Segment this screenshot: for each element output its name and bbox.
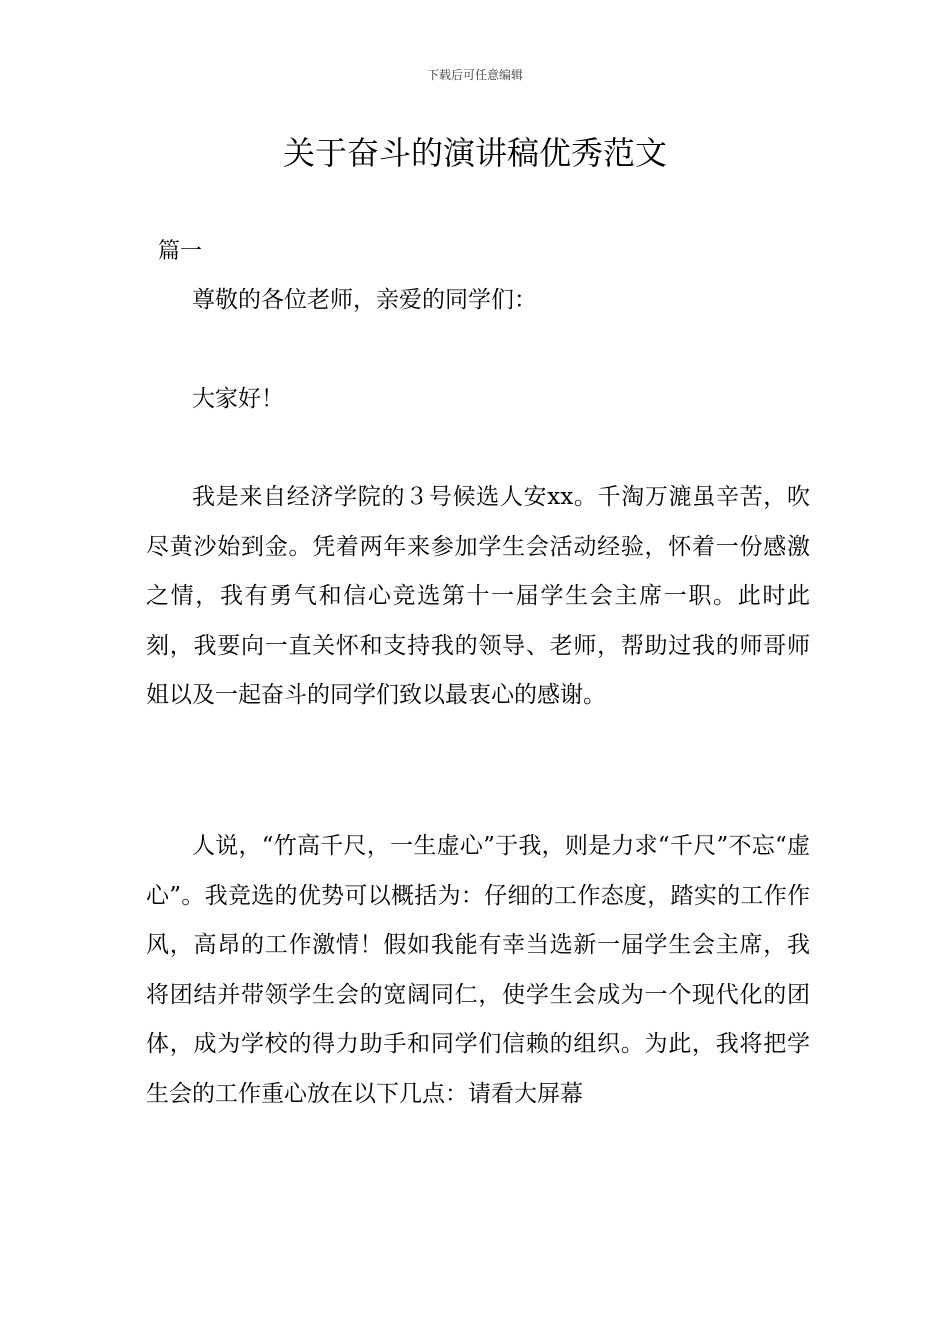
page-title: 关于奋斗的演讲稿优秀范文 [282, 134, 667, 172]
header-note: 下载后可任意编辑 [426, 68, 523, 82]
paragraph-advantage: 人说，“竹高千尺，一生虚心”于我，则是力求“千尺”不忘“虚心”。我竞选的优势可以概括为：仔细的工作态度，踏实的工作作风，高昂的工作激情！假如我能有幸当选新一届学生会主席，我将团结并带领学生会的宽阔同仁，使学生会成为一个现代化的团体，成为学校的得力助手和同学们信赖的组织。为此，我将把学生会的工作重心放在以下几点：请看大屏幕 [146, 833, 810, 1107]
paragraph-intro: 我是来自经济学院的３号候选人安xx。千淘万漉虽辛苦，吹尽黄沙始到金。凭着两年来参加学生会活动经验，怀着一份感激之情，我有勇气和信心竞选第十一届学生会主席一职。此时此刻，我要向一直关怀和支持我的领导、老师，帮助过我的师哥师姐以及一起奋斗的同学们致以最衷心的感谢。 [146, 484, 810, 709]
section-label: 篇一 [158, 239, 203, 264]
paragraph-greeting: 尊敬的各位老师，亲爱的同学们： [192, 287, 537, 313]
paragraph-hello: 大家好！ [192, 386, 284, 412]
